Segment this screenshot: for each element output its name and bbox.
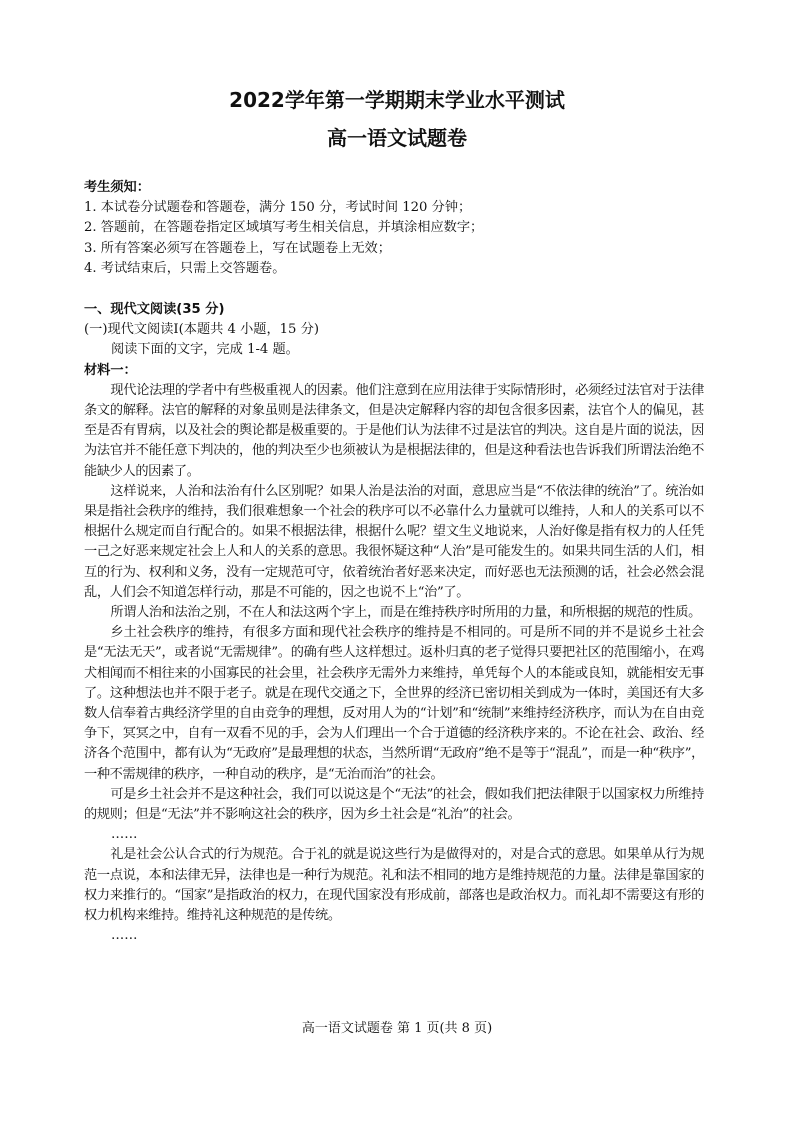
ellipsis: ……	[111, 928, 138, 944]
exam-title: 2022学年第一学期期末学业水平测试	[229, 88, 565, 112]
page-footer: 高一语文试题卷 第 1 页(共 8 页)	[301, 1021, 493, 1036]
paragraph: 这样说来，人治和法治有什么区别呢？如果人治是法治的对面，意思应当是“不依法律的统治”了。统治如果是指社会秩序的维持，我们很难想象一个社会的秩序可以不必靠什么力量就可以维持，人和人的关系可以不根据什么规定而自行配合的。如果不根据法律，根据什么呢？望文生义地说来，人治好像是指有权力的人任凭一己之好恶来规定社会上人和人的关系的意思。我很怀疑这种“人治”是可能发生的。如果共同生活的人们，相互的行为、权利和义务，没有一定规范可守，依着统治者好恶来决定，而好恶也无法预测的话，社会必然会混乱，人们会不知道怎样行动，那是不可能的，因之也说不上“治”了。	[84, 483, 704, 600]
reading-section	[84, 300, 704, 947]
paragraph: 现代论法理的学者中有些极重视人的因素。他们注意到在应用法律于实际情形时，必须经过法官对于法律条文的解释。法官的解释的对象虽则是法律条文，但是决定解释内容的却包含很多因素，法官个人的偏见，甚至是否有胃病，以及社会的舆论都是极重要的。于是他们认为法律不过是法官的判决。这自是片面的说法，因为法官并不能任意下判决的，他的判决至少也须被认为是根据法律的，但是这种看法也告诉我们所谓法治绝不能缺少人的因素了。	[84, 382, 704, 479]
sub-section-heading: (一)现代文阅读Ⅰ(本题共 4 小题，15 分)	[84, 322, 319, 338]
notice-item: 2. 答题前，在答题卷指定区域填写考生相关信息，并填涂相应数字；	[84, 220, 484, 236]
paragraph: 礼是社会公认合式的行为规范。合于礼的就是说这些行为是做得对的，对是合式的意思。如果单从行为规范一点说，本和法律无异，法律也是一种行为规范。礼和法不相同的地方是维持规范的力量。法律是靠国家的权力来推行的。“国家”是指政治的权力，在现代国家没有形成前，部落也是政治权力。而礼却不需要这有形的权力机构来维持。维持礼这种规范的是传统。	[84, 847, 704, 924]
notice-heading: 考生须知：	[84, 180, 150, 195]
material-label: 材料一：	[84, 362, 137, 378]
section-heading: 一、现代文阅读(35 分)	[84, 302, 225, 317]
paragraph: 乡土社会秩序的维持，有很多方面和现代社会秩序的维持是不相同的。可是所不同的并不是说乡土社会是“无法无天”，或者说“无需规律”。的确有些人这样想过。返朴归真的老子觉得只要把社区的范围缩小，在鸡犬相闻而不相往来的小国寡民的社会里，社会秩序无需外力来维持，单凭每个人的本能或良知，就能相安无事了。这种想法也并不限于老子。就是在现代交通之下，全世界的经济已密切相关到成为一体时，美国还有大多数人信奉着古典经济学里的自由竞争的理想，反对用人为的“计划”和“统制”来维持经济秩序，而认为在自由竞争下，冥冥之中，自有一双看不见的手，会为人们理出一个合于道德的经济秩序来的。不论在社会、政治、经济各个范围中，都有认为“无政府”是最理想的状态，当然所谓“无政府”绝不是等于“混乱”，而是一种“秩序”，一种不需规律的秩序，一种自动的秩序，是“无治而治”的社会。	[84, 625, 704, 782]
ellipsis: ……	[111, 827, 138, 843]
notice-item: 3. 所有答案必须写在答题卷上，写在试题卷上无效；	[84, 240, 391, 256]
candidate-notice	[84, 178, 704, 279]
paragraph: 可是乡土社会并不是这种社会，我们可以说这是个“无法”的社会，假如我们把法律限于以国家权力所维持的规则；但是“无法”并不影响这社会的秩序，因为乡土社会是“礼治”的社会。	[84, 786, 704, 823]
exam-subtitle: 高一语文试题卷	[327, 126, 467, 150]
notice-item: 1. 本试卷分试题卷和答题卷，满分 150 分，考试时间 120 分钟；	[84, 200, 472, 216]
notice-item: 4. 考试结束后，只需上交答题卷。	[84, 260, 286, 276]
paragraph: 所谓人治和法治之别，不在人和法这两个字上，而是在维持秩序时所用的力量，和所根据的规范的性质。	[110, 605, 701, 621]
reading-instruction: 阅读下面的文字，完成 1-4 题。	[111, 342, 299, 358]
